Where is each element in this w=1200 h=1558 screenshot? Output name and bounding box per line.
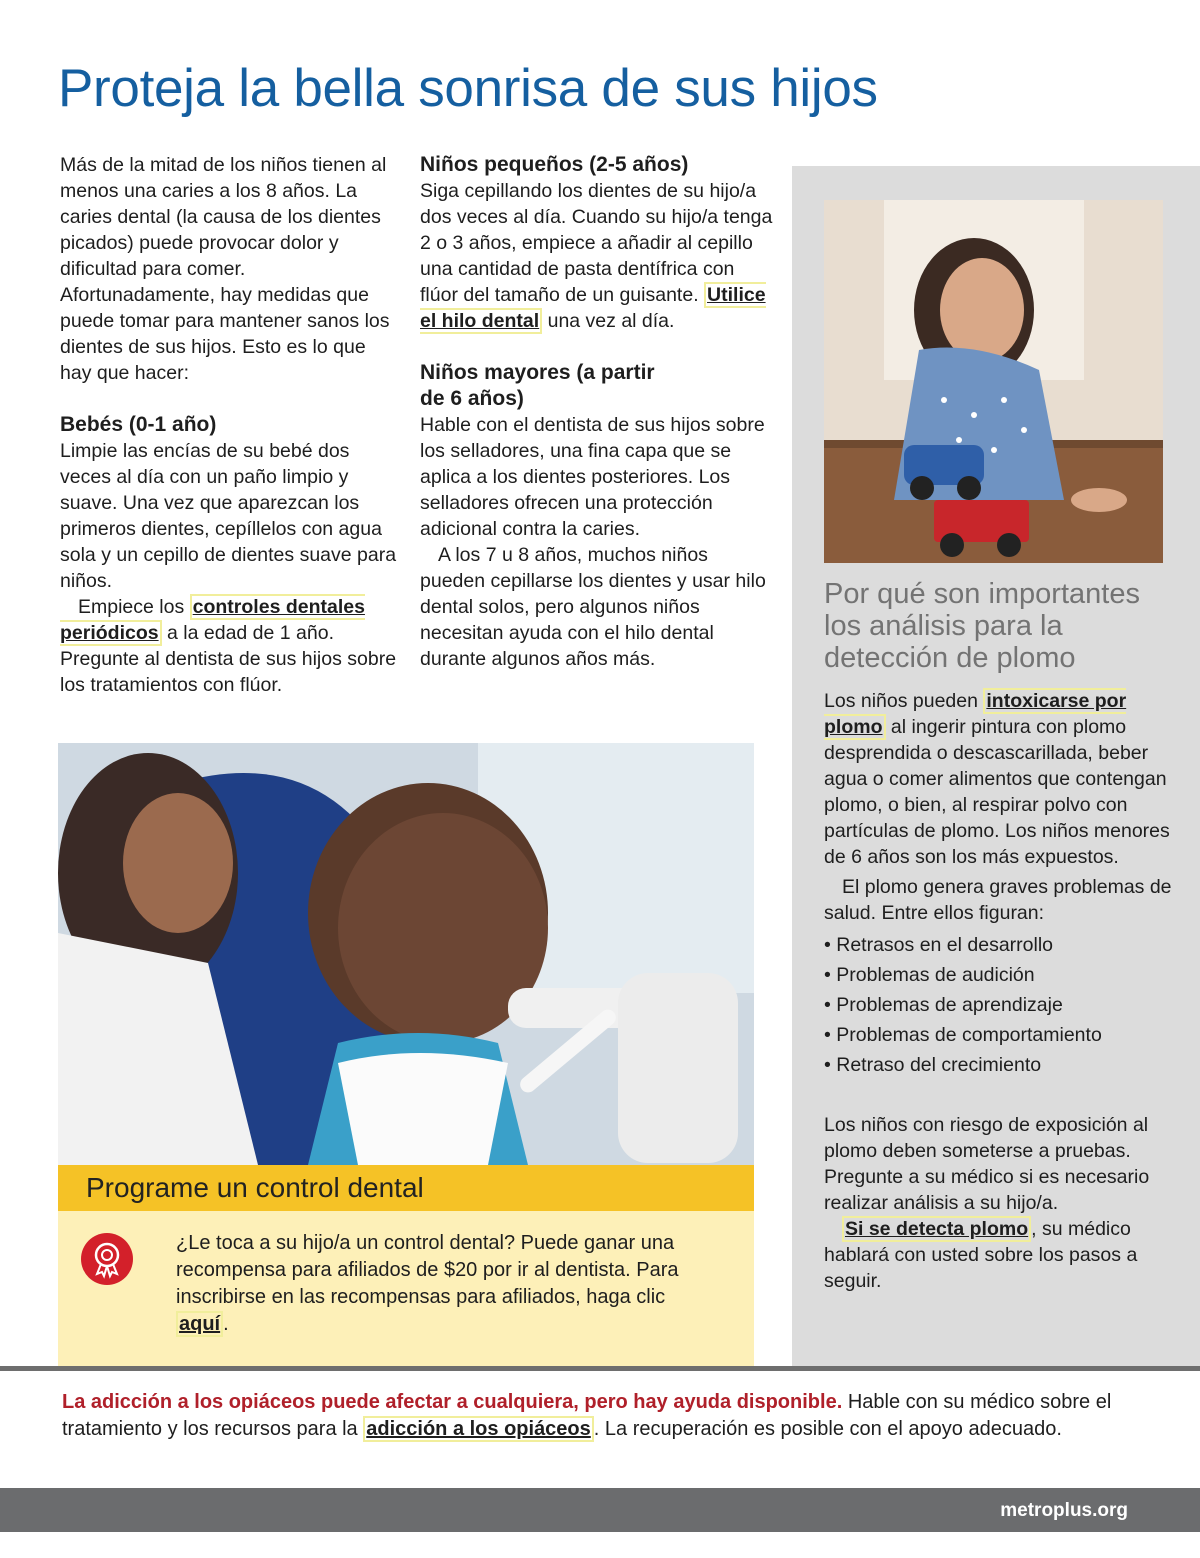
- callout-text: [176, 1230, 696, 1338]
- dental-checkups-link[interactable]: controles dentales periódicos: [60, 596, 365, 644]
- opioid-alert: La adicción a los opiáceos puede afectar a cualquiera, pero hay ayuda disponible.: [62, 1391, 843, 1413]
- list-item: • Retraso del crecimiento: [824, 1050, 1174, 1080]
- babies-text: Limpie las encías de su bebé dos veces al día con un paño limpio y suave. Una vez que aparezcan los primeros dientes, cepíllelos con agua sola y un cepillo de dientes suave para niños.: [60, 440, 397, 592]
- reward-badge-icon: [81, 1233, 133, 1285]
- lead-paragraph-3: Los niños con riesgo de exposición al plomo deben someterse a pruebas. Pregunte a su médico si es necesario realizar análisis a su hijo/a.: [824, 1114, 1150, 1214]
- list-item: • Retrasos en el desarrollo: [824, 930, 1174, 960]
- list-item: • Problemas de comportamiento: [824, 1020, 1174, 1050]
- girl-illustration: [824, 200, 1163, 563]
- rewards-here-link[interactable]: aquí: [176, 1311, 223, 1337]
- babies-checkups-before: Empiece los: [78, 596, 185, 618]
- footer-url[interactable]: metroplus.org: [1000, 1500, 1128, 1521]
- column-left: [60, 152, 400, 698]
- older-text: Hable con el dentista de sus hijos sobre los selladores, una fina capa que se aplica a los dientes posteriores. Los selladores ofrecen una protección adicional contra la caries.: [420, 414, 765, 540]
- older-heading-line2: de 6 años): [420, 387, 524, 410]
- lead-paragraph-2: El plomo genera graves problemas de salud. Entre ellos figuran:: [824, 876, 1172, 924]
- toddlers-text: Siga cepillando los dientes de su hijo/a dos veces al día. Cuando su hijo/a tenga 2 o 3 años, empiece a añadir al cepillo una cantidad de pasta dentífrica con flúor del tamaño de un guisante.: [420, 180, 773, 306]
- column-middle: [420, 152, 775, 672]
- callout-end: .: [223, 1313, 229, 1335]
- babies-checkups-paragraph: [60, 594, 400, 698]
- lead-p1-before: Los niños pueden: [824, 690, 978, 712]
- callout-body: ¿Le toca a su hijo/a un control dental? Puede ganar una recompensa para afiliados de $20 por ir al dentista. Para inscribirse en las recompensas para afiliados, haga clic: [176, 1232, 679, 1308]
- dental-illustration: [58, 743, 754, 1165]
- toddlers-paragraph: [420, 178, 775, 334]
- intro-paragraph: Más de la mitad de los niños tienen al menos una caries a los 8 años. La caries dental (la causa de los dientes picados) puede provocar dolor y dificultad para comer. Afortunadamente, hay medidas que puede tomar para mantener sanos los dientes de sus hijos. Esto es lo que hay que hacer:: [60, 154, 390, 384]
- section-divider: [0, 1366, 1200, 1371]
- page-title: Proteja la bella sonrisa de sus hijos: [58, 59, 878, 118]
- toddlers-heading: Niños pequeños (2-5 años): [420, 153, 689, 176]
- lead-p4-after: , su médico hablará con usted sobre los pasos a seguir.: [824, 1218, 1138, 1292]
- callout-title: Programe un control dental: [86, 1172, 424, 1203]
- list-item: • Problemas de audición: [824, 960, 1174, 990]
- opioid-text-before: Hable con su médico sobre el tratamiento y los recursos para la: [62, 1391, 1112, 1440]
- lead-p1-after: al ingerir pintura con plomo desprendida o descascarillada, beber agua o comer alimentos que contengan plomo, o bien, al respirar polvo con partículas de plomo. Los niños menores de 6 años son los más expuestos.: [824, 716, 1170, 868]
- girl-playing-photo: [824, 200, 1163, 563]
- lead-detected-link[interactable]: Si se detecta plomo: [842, 1216, 1031, 1242]
- toddlers-text-after: una vez al día.: [547, 310, 675, 332]
- lead-problems-list: [824, 930, 1174, 1080]
- lead-paragraph-1: [824, 688, 1174, 870]
- dental-visit-photo: [58, 743, 754, 1165]
- older-text-2: A los 7 u 8 años, muchos niños pueden cepillarse los dientes y usar hilo dental solos, pero algunos niños necesitan ayuda con el hilo dental durante algunos años más.: [420, 544, 766, 670]
- floss-link[interactable]: Utilice el hilo dental: [420, 284, 766, 332]
- list-item: • Problemas de aprendizaje: [824, 990, 1174, 1020]
- lead-section-body: [824, 688, 1174, 1294]
- older-heading-line1: Niños mayores (a partir: [420, 361, 655, 384]
- babies-checkups-after: a la edad de 1 año. Pregunte al dentista de sus hijos sobre los tratamientos con flúor.: [60, 622, 397, 696]
- lead-poisoning-link[interactable]: intoxicarse por plomo: [824, 690, 1127, 738]
- opioid-text-after: . La recuperación es posible con el apoyo adecuado.: [593, 1418, 1062, 1440]
- lead-section-title: Por qué son importantes los análisis para la detección de plomo: [824, 578, 1140, 674]
- opioid-message: [62, 1389, 1142, 1443]
- babies-heading: Bebés (0-1 año): [60, 413, 217, 436]
- lead-paragraph-4: [824, 1216, 1174, 1294]
- opioid-addiction-link[interactable]: adicción a los opiáceos: [363, 1416, 594, 1442]
